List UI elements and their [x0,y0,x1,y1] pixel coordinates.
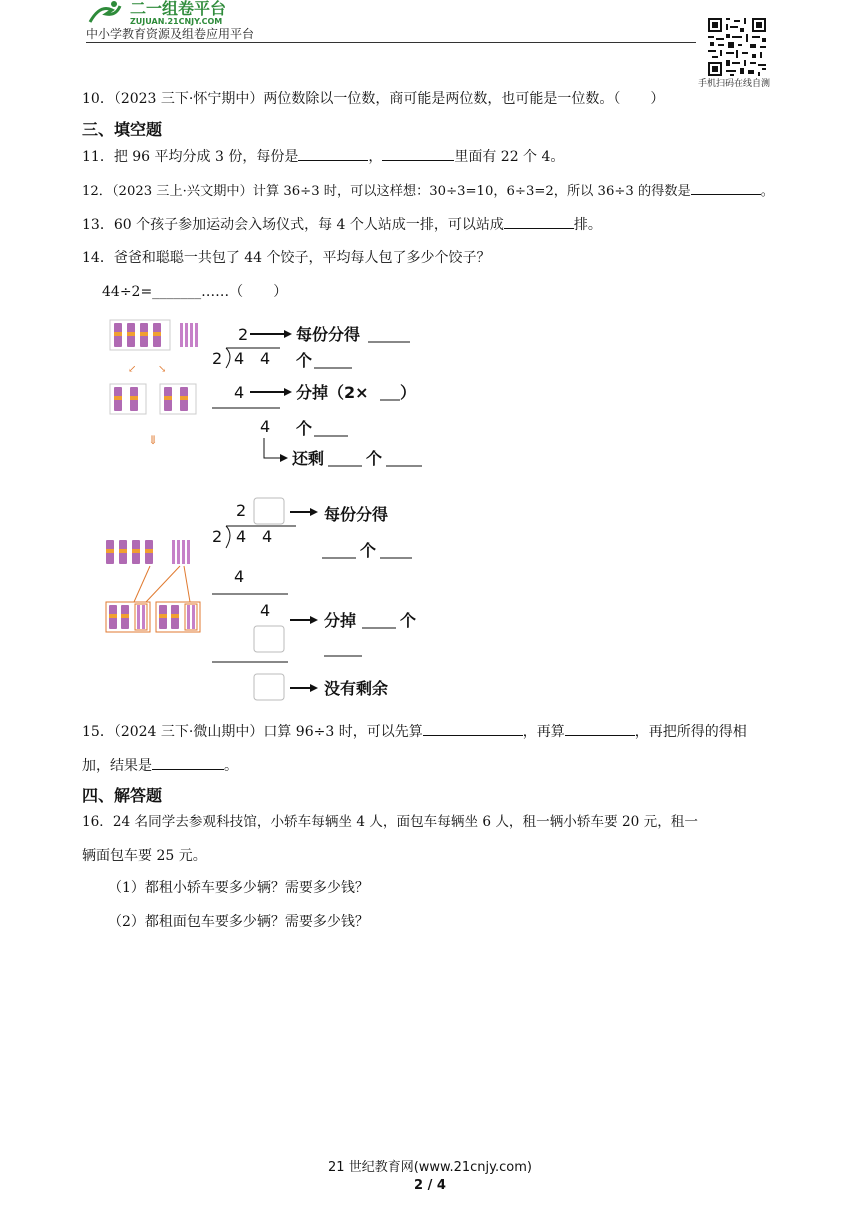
q11-text-c: 里面有 22 个 4。 [454,149,565,165]
section-3-title: 三、填空题 [82,120,163,139]
q14-equation-close: ） [273,284,288,300]
top-remainder-digit: 4 [260,417,271,436]
qr-caption: 手机扫码在线自测 [698,79,771,89]
top-quotient: 2 [238,325,249,344]
q13-text-a: 13．60 个孩子参加运动会入场仪式，每 4 个人站成一排，可以站成 [82,217,504,233]
logo-url-text: ZUJUAN.21CNJY.COM [130,17,223,26]
footer-site[interactable]: 21 世纪教育网(www.21cnjy.com) [328,1160,532,1175]
top-label-unit-2: 个 [296,419,313,438]
answer-box[interactable] [254,674,284,700]
top-label-each: 每份分得 [296,325,361,344]
top-label-unit: 个 [296,351,313,370]
answer-blank[interactable] [423,721,523,736]
question-16: 16．24 名同学去参观科技馆，小轿车每辆坐 4 人，面包车每辆坐 6 人，租一辆小轿车要 20 元，租一 [82,814,698,830]
q15-text-d: 加，结果是 [82,758,152,774]
answer-blank[interactable] [691,180,761,195]
top-label-split: 分掉（2× [296,383,369,402]
question-16-cont: 辆面包车要 25 元。 [82,848,207,864]
question-10 [82,89,664,109]
logo-text: 二一组卷平台 [130,0,227,18]
top-divisor: 2 [212,349,223,368]
bottom-label-each: 每份分得 [324,505,389,524]
page-number: 2 / 4 [414,1178,446,1193]
top-bundle-group [110,320,198,447]
q15-text-b: ，再算 [522,724,565,740]
question-16-part-2: （2）都租面包车要多少辆？需要多少钱？ [108,914,369,930]
svg-text:⇓: ⇓ [148,433,159,447]
bottom-divisor: 2 [212,527,223,546]
header-subtitle: 中小学教育资源及组卷应用平台 [86,27,255,41]
answer-blank[interactable] [565,721,635,736]
qr-code-icon[interactable] [706,16,768,78]
bottom-bundle-group [106,540,200,632]
answer-blank[interactable] [504,214,574,229]
bottom-long-division [212,498,416,700]
bottom-quotient: 2 [236,501,247,520]
header-divider [86,42,696,43]
question-13 [82,214,602,235]
q15-text-c: ，再把所得的得相 [634,724,747,740]
answer-blank[interactable] [152,755,224,770]
q11-text-b: ， [368,149,383,165]
bottom-label-none-left: 没有剩余 [324,679,389,698]
question-15-cont [82,755,238,776]
q14-equation-text: 44÷2=_______……（ [102,284,244,300]
svg-text:↘: ↘ [158,364,167,375]
q15-text-e: 。 [224,758,238,774]
q15-text-a: 15．（2024 三下·微山期中）口算 96÷3 时，可以先算 [82,724,423,740]
bottom-label-split: 分掉 [324,611,357,630]
q10-text: 10．（2023 三下·怀宁期中）两位数除以一位数，商可能是两位数，也可能是一位数。（ [82,91,621,107]
top-label-split-close: ） [400,383,417,402]
q10-close: ） [650,91,665,107]
top-label-unit-3: 个 [366,449,383,468]
answer-box[interactable] [254,498,284,524]
q12-text-b: 。 [760,184,774,199]
top-subtrahend: 4 [234,383,245,402]
answer-blank[interactable] [298,146,368,161]
answer-blank[interactable] [382,146,454,161]
q13-text-b: 排。 [573,217,602,233]
top-dividend-tens: 4 [234,349,245,368]
q14-equation [102,282,287,302]
division-figure [100,312,430,712]
bottom-subtrahend: 4 [234,567,245,586]
bottom-label-unit-2: 个 [400,611,417,630]
bottom-dividend-ones: 4 [262,527,273,546]
bottom-label-unit: 个 [360,541,377,560]
svg-text:↙: ↙ [128,364,137,375]
question-15 [82,721,747,742]
section-4-title: 四、解答题 [82,786,163,805]
bottom-remainder-digit: 4 [260,601,271,620]
question-12 [82,180,774,202]
question-14: 14．爸爸和聪聪一共包了 44 个饺子，平均每人包了多少个饺子？ [82,250,491,266]
bottom-dividend-tens: 4 [236,527,247,546]
top-long-division [212,325,422,468]
q11-text-a: 11．把 96 平均分成 3 份，每份是 [82,149,299,165]
question-16-part-1: （1）都租小轿车要多少辆？需要多少钱？ [108,880,369,896]
q12-text-a: 12．（2023 三上·兴文期中）计算 36÷3 时，可以这样想：30÷3=10，6÷3=2，所以 36÷3 的得数是 [82,184,691,199]
platform-logo [86,0,276,26]
answer-box[interactable] [254,626,284,652]
question-11 [82,146,564,167]
top-dividend-ones: 4 [260,349,271,368]
top-label-left: 还剩 [292,449,325,468]
